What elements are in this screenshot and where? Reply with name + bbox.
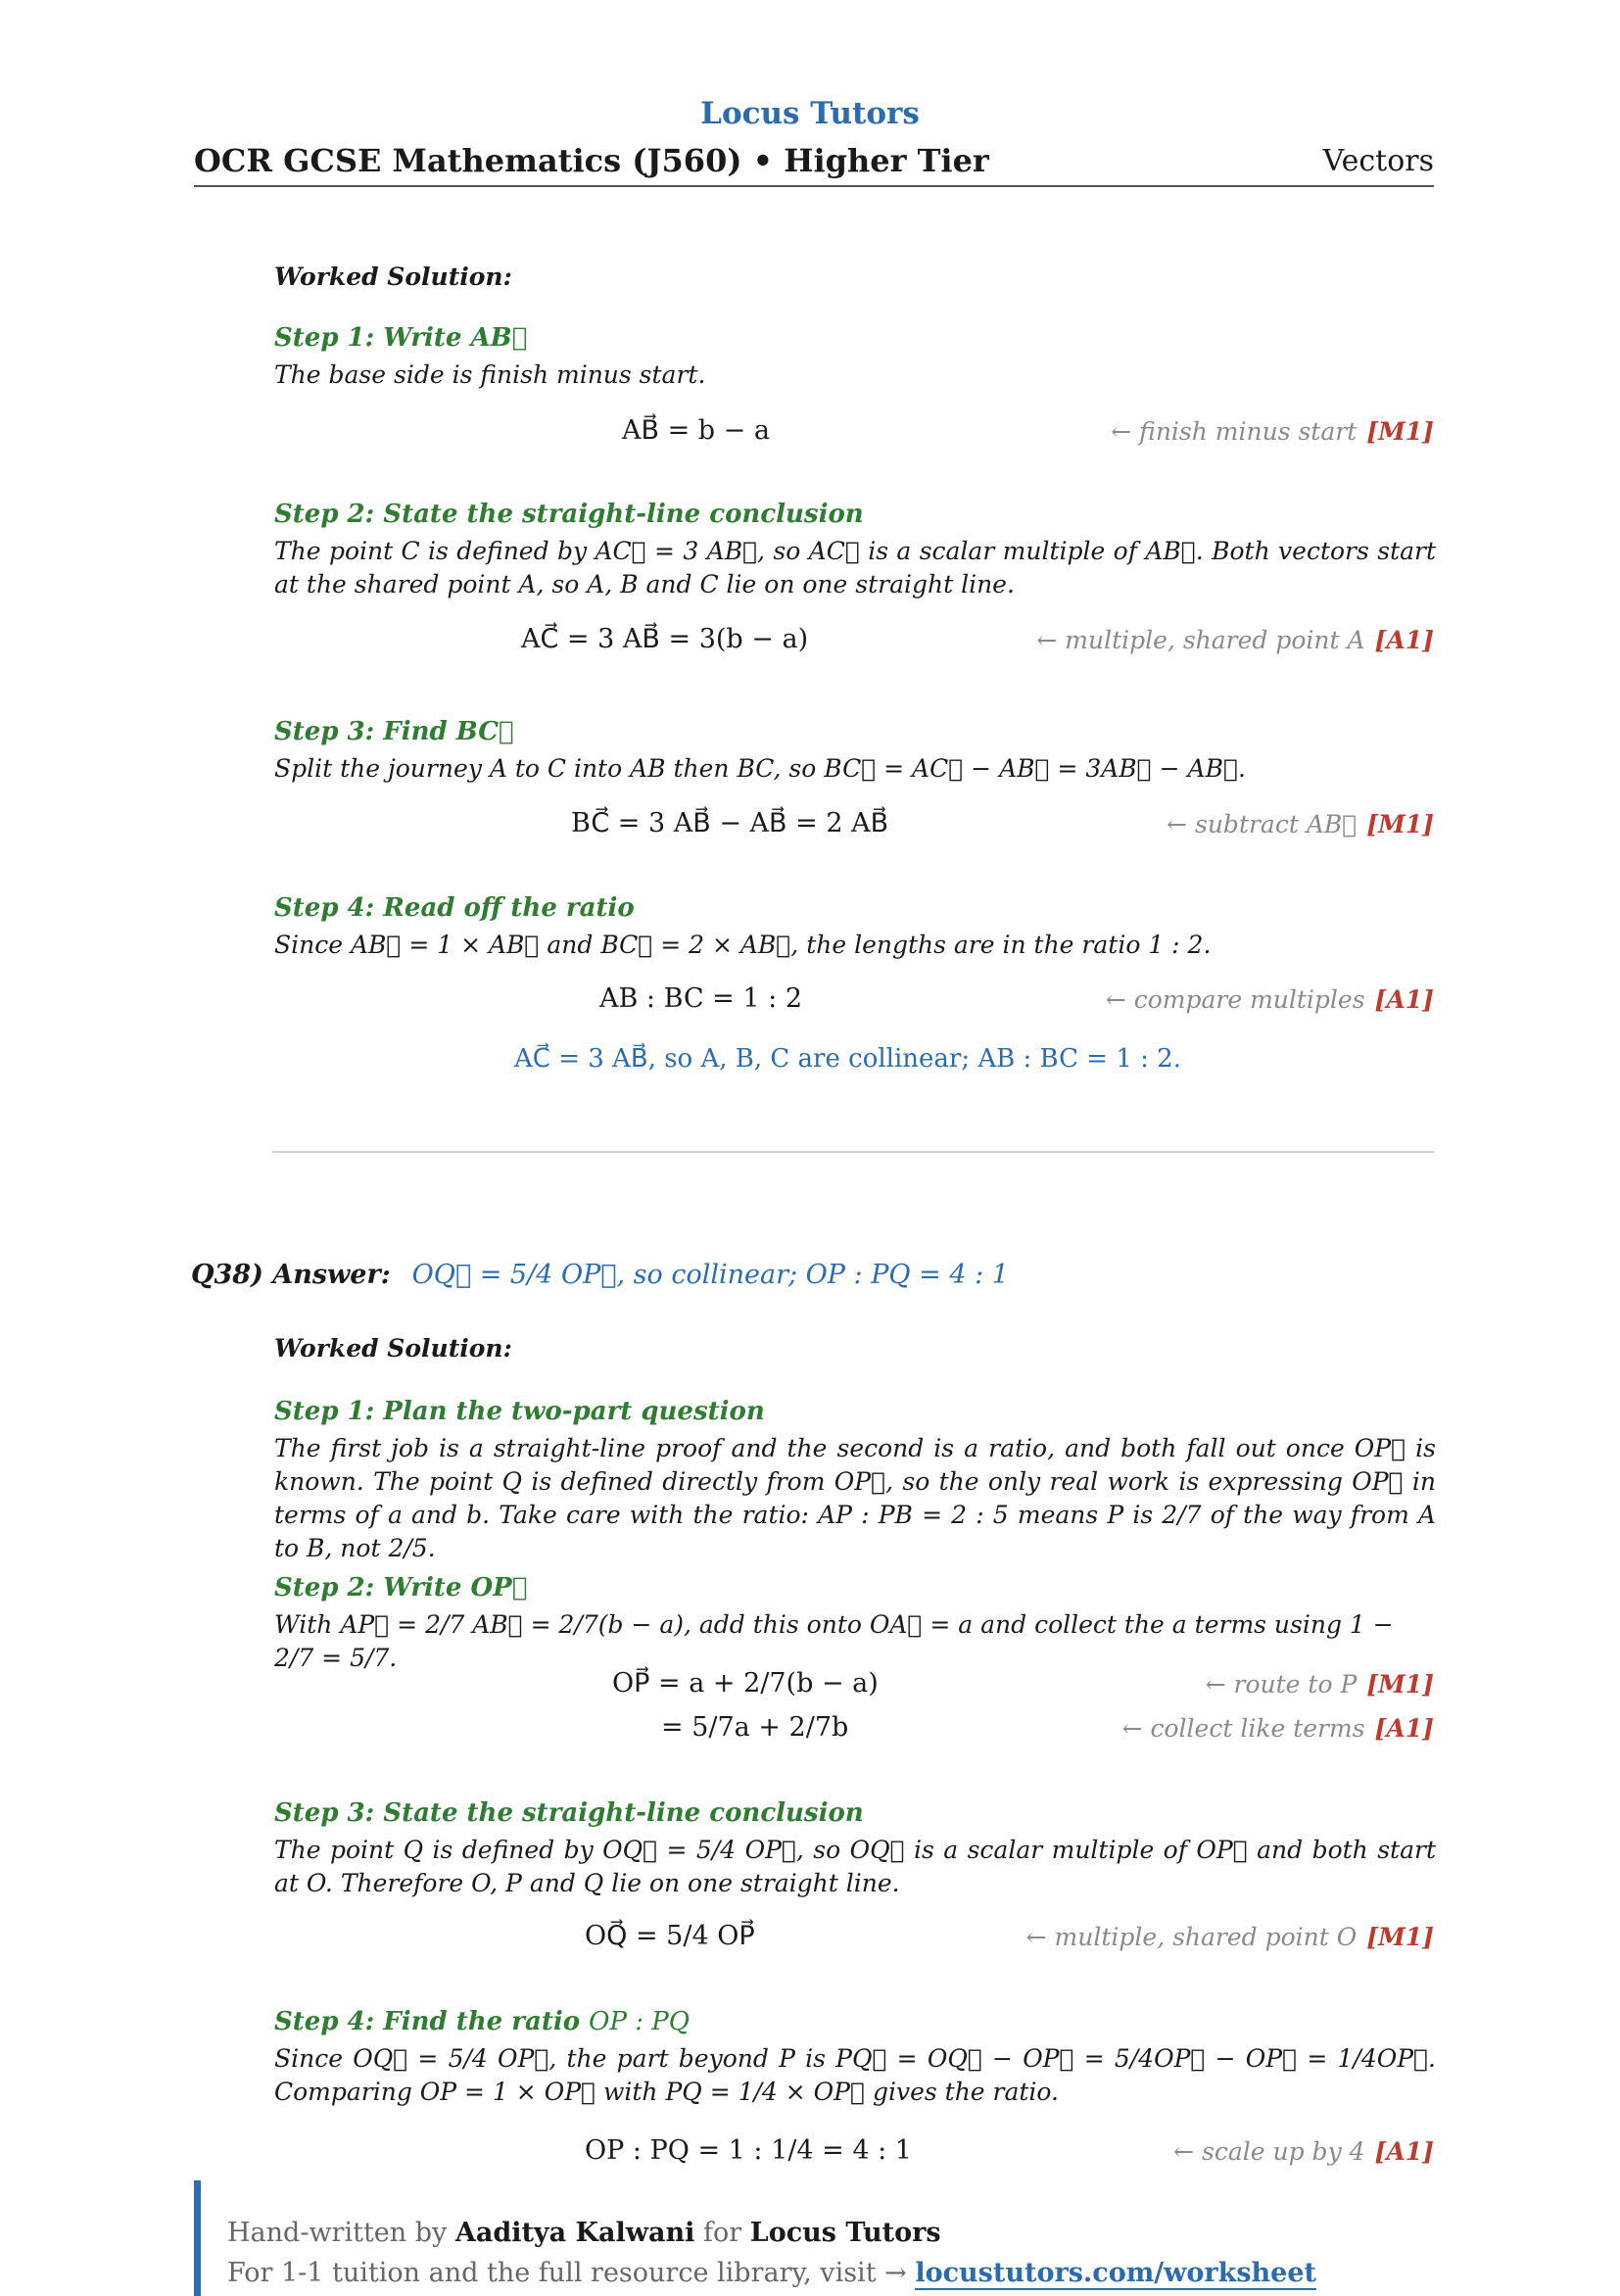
step-note: ← multiple, shared point O [M1] [1025, 1923, 1434, 1951]
footer-accent-bar [194, 2180, 201, 2296]
step-title: Step 4: Find the ratio OP : PQ [274, 2007, 691, 2036]
step-equation: AC⃗ = 3 AB⃗ = 3(b − a) [521, 624, 809, 654]
brand-title: Locus Tutors [700, 96, 920, 131]
mark-badge: [M1] [1366, 1670, 1434, 1698]
step-equation: = 5/7a + 2/7b [661, 1712, 849, 1743]
mark-badge: [A1] [1374, 1714, 1434, 1743]
step-title: Step 3: State the straight-line conclusion [274, 1798, 864, 1828]
mark-badge: [A1] [1374, 626, 1434, 654]
mark-badge: [A1] [1374, 2137, 1434, 2166]
step-title: Step 2: State the straight-line conclusion [274, 500, 864, 529]
step-equation: AB⃗ = b − a [622, 415, 770, 446]
step-text: Split the journey A to C into AB then BC, so BC⃗ = AC⃗ − AB⃗ = 3AB⃗ − AB⃗. [274, 754, 1246, 783]
step-title: Step 4: Read off the ratio [274, 893, 635, 923]
mark-badge: [M1] [1366, 1923, 1434, 1951]
step-text: With AP⃗ = 2/7 AB⃗ = 2/7(b − a), add this onto OA⃗ = a and collect the a terms using 1 − 2/7 = 5/7. [274, 1610, 1394, 1672]
step-title: Step 1: Plan the two-part question [274, 1397, 765, 1426]
step-note: ← finish minus start [M1] [1111, 417, 1434, 446]
topic-label: Vectors [1322, 144, 1434, 178]
mark-badge: [M1] [1366, 417, 1434, 446]
step-text: Since OQ⃗ = 5/4 OP⃗, the part beyond P is PQ⃗ = OQ⃗ − OP⃗ = 5/4OP⃗ − OP⃗ = 1/4OP⃗. Comparing OP = 1 × OP⃗ with PQ = 1/4 × OP⃗ gives the ratio. [274, 2044, 1436, 2106]
step-text: The base side is finish minus start. [274, 360, 706, 389]
final-answer: AC⃗ = 3 AB⃗, so A, B, C are collinear; AB : BC = 1 : 2. [514, 1044, 1181, 1074]
step-note: ← subtract AB⃗ [M1] [1167, 810, 1434, 838]
step-equation: OP : PQ = 1 : 1/4 = 4 : 1 [585, 2135, 912, 2166]
course-title: OCR GCSE Mathematics (J560) • Higher Tier [194, 142, 989, 179]
step-equation: OQ⃗ = 5/4 OP⃗ [585, 1921, 755, 1951]
step-note: ← collect like terms [A1] [1121, 1714, 1434, 1743]
question-answer: OQ⃗ = 5/4 OP⃗, so collinear; OP : PQ = 4 : 1 [411, 1260, 1009, 1290]
question-answer-line [191, 1260, 1009, 1290]
worked-solution-title: Worked Solution: [274, 1334, 512, 1363]
step-equation: AB : BC = 1 : 2 [599, 983, 803, 1014]
org-name: Locus Tutors [749, 2218, 941, 2248]
mark-badge: [A1] [1374, 985, 1434, 1014]
header-rule [194, 185, 1434, 187]
mark-badge: [M1] [1366, 810, 1434, 838]
step-text: The point Q is defined by OQ⃗ = 5/4 OP⃗, so OQ⃗ is a scalar multiple of OP⃗ and both start at O. Therefore O, P and Q lie on one straight line. [274, 1836, 1436, 1897]
step-equation: BC⃗ = 3 AB⃗ − AB⃗ = 2 AB⃗ [571, 808, 889, 838]
section-divider [272, 1151, 1434, 1153]
step-text: Since AB⃗ = 1 × AB⃗ and BC⃗ = 2 × AB⃗, the lengths are in the ratio 1 : 2. [274, 931, 1212, 959]
footer-visit: For 1-1 tuition and the full resource library, visit → locustutors.com/worksheet [227, 2258, 1317, 2288]
step-equation: OP⃗ = a + 2/7(b − a) [612, 1668, 879, 1698]
step-note: ← multiple, shared point A [A1] [1036, 626, 1434, 654]
step-title: Step 3: Find BC⃗ [274, 717, 514, 746]
step-title: Step 1: Write AB⃗ [274, 323, 528, 353]
step-title: Step 2: Write OP⃗ [274, 1573, 528, 1602]
step-text: The first job is a straight-line proof and the second is a ratio, and both fall out once OP⃗ is known. The point Q is defined directly from OP⃗, so the only real work is expressing OP⃗ in terms of a and b. Take care with the ratio: AP : PB = 2 : 5 means P is 2/7 of the way from A to B, not 2/5. [274, 1434, 1436, 1562]
worked-solution-title: Worked Solution: [274, 263, 512, 291]
step-text: The point C is defined by AC⃗ = 3 AB⃗, so AC⃗ is a scalar multiple of AB⃗. Both vectors start at the shared point A, so A, B and C lie on one straight line. [274, 537, 1436, 598]
question-label: Q38) Answer: [191, 1260, 391, 1290]
worksheet-link[interactable]: locustutors.com/worksheet [915, 2258, 1317, 2288]
step-note: ← scale up by 4 [A1] [1173, 2137, 1434, 2166]
step-note: ← route to P [M1] [1205, 1670, 1434, 1698]
author-name: Aaditya Kalwani [454, 2218, 695, 2248]
footer-credit: Hand-written by Aaditya Kalwani for Locus Tutors [227, 2218, 941, 2248]
step-note: ← compare multiples [A1] [1105, 985, 1434, 1014]
